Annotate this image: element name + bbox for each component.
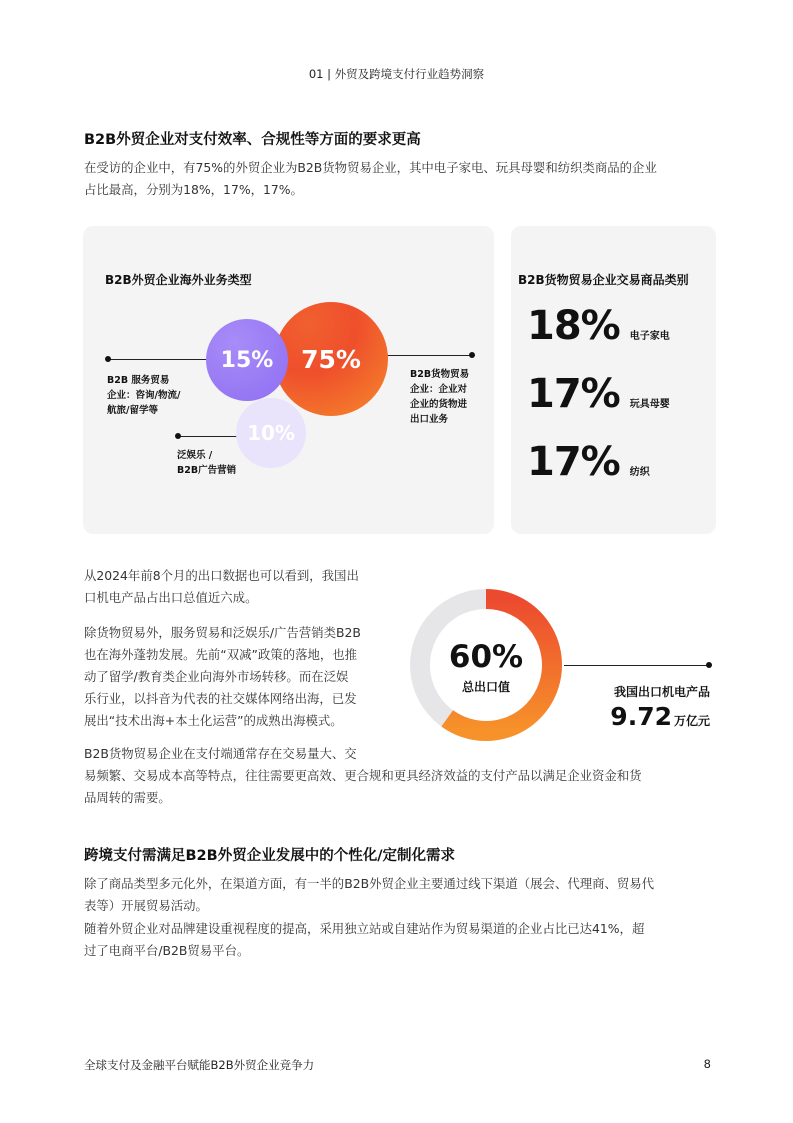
section-heading-customization: 跨境支付需满足B2B外贸企业发展中的个性化/定制化需求 xyxy=(84,848,455,864)
text-line: 展出“技术出海+本土化运营”的成熟出海模式。 xyxy=(84,713,343,728)
callout-line: 企业：咨询/物流/ xyxy=(107,390,181,401)
text-line: 在受访的企业中，有75%的外贸企业为B2B货物贸易企业，其中电子家电、玩具母婴和纺织类商品的企业 xyxy=(84,160,657,175)
callout-line-goods xyxy=(380,355,474,356)
text-line: 也在海外蓬勃发展。先前“双减”政策的落地，也推 xyxy=(84,647,358,662)
callout-line: 企业：企业对 xyxy=(410,384,468,395)
text-line: 动了留学/教育类企业向海外市场转移。而在泛娱 xyxy=(84,669,349,684)
bubble-goods-trade: 75% xyxy=(274,302,388,416)
bubble-entertainment: 10% xyxy=(236,398,306,468)
export-paragraph-2 xyxy=(84,622,404,732)
text-line: 表等）开展贸易活动。 xyxy=(84,898,208,913)
stat-value: 18% xyxy=(527,303,620,349)
stat-electronics xyxy=(527,303,670,349)
stat-label: 玩具母婴 xyxy=(629,399,670,410)
donut-caption: 总出口值 xyxy=(461,680,510,694)
donut-side-unit: 万亿元 xyxy=(673,714,710,728)
callout-line: 企业的货物进 xyxy=(410,399,468,410)
callout-entertainment xyxy=(177,448,236,478)
donut-value: 60% xyxy=(448,639,524,675)
text-line: 除货物贸易外，服务贸易和泛娱乐/广告营销类B2B xyxy=(84,625,361,640)
callout-dot-service xyxy=(105,356,111,362)
footer-title: 全球支付及金融平台赋能B2B外贸企业竞争力 xyxy=(84,1058,315,1072)
text-line: 易频繁、交易成本高等特点，往往需要更高效、更合规和更具经济效益的支付产品以满足企业资金和货 xyxy=(84,768,642,783)
callout-line: 泛娱乐 / xyxy=(177,450,213,461)
callout-line: 航旅/留学等 xyxy=(107,405,158,416)
text-line: 随着外贸企业对品牌建设重视程度的提高，采用独立站或自建站作为贸易渠道的企业占比已达41%，超 xyxy=(84,921,645,936)
export-paragraph-3 xyxy=(84,743,724,809)
stat-label: 纺织 xyxy=(629,467,650,478)
callout-line: B2B 服务贸易 xyxy=(107,375,170,386)
section-heading-efficiency: B2B外贸企业对支付效率、合规性等方面的要求更高 xyxy=(84,132,421,148)
goods-category-card-title: B2B货物贸易企业交易商品类别 xyxy=(518,273,689,287)
callout-line: B2B货物贸易 xyxy=(410,369,470,380)
callout-line-entertainment xyxy=(179,436,241,437)
stat-toys-baby xyxy=(527,371,670,417)
callout-service-trade xyxy=(107,373,180,418)
callout-line: 出口业务 xyxy=(410,414,449,425)
text-line: 乐行业，以抖音为代表的社交媒体网络出海，已发 xyxy=(84,691,357,706)
export-paragraph-1 xyxy=(84,565,404,609)
callout-dot-goods xyxy=(469,352,475,358)
customization-paragraph-1 xyxy=(84,873,724,917)
callout-line-service xyxy=(109,359,219,360)
stat-value: 17% xyxy=(527,371,620,417)
text-line: B2B货物贸易企业在支付端通常存在交易量大、交 xyxy=(84,746,357,761)
business-type-card-title: B2B外贸企业海外业务类型 xyxy=(105,273,252,287)
text-line: 除了商品类型多元化外，在渠道方面，有一半的B2B外贸企业主要通过线下渠道（展会、代理商、贸易代 xyxy=(84,876,655,891)
stat-textiles xyxy=(527,439,650,485)
text-line: 占比最高，分别为18%，17%，17%。 xyxy=(84,182,303,197)
callout-line: B2B广告营销 xyxy=(177,465,237,476)
donut-callout-dot xyxy=(706,662,712,668)
donut-side-value-row xyxy=(560,702,710,731)
stat-value: 17% xyxy=(527,439,620,485)
callout-goods-trade xyxy=(410,367,469,427)
stat-label: 电子家电 xyxy=(629,331,670,342)
text-line: 品周转的需要。 xyxy=(84,790,171,805)
donut-callout-line xyxy=(564,665,710,666)
text-line: 口机电产品占出口总值近六成。 xyxy=(84,590,258,605)
text-line: 过了电商平台/B2B贸易平台。 xyxy=(84,943,250,958)
customization-paragraph-2 xyxy=(84,918,724,962)
donut-side-title: 我国出口机电产品 xyxy=(613,685,710,699)
bubble-service-trade: 15% xyxy=(206,319,288,401)
text-line: 从2024年前8个月的出口数据也可以看到，我国出 xyxy=(84,568,359,583)
callout-dot-entertainment xyxy=(175,433,181,439)
donut-side-value: 9.72 xyxy=(610,702,672,731)
page-number: 8 xyxy=(703,1057,711,1071)
section-intro-paragraph xyxy=(84,157,724,201)
page-header: 01 | 外贸及跨境支付行业趋势洞察 xyxy=(308,67,485,81)
